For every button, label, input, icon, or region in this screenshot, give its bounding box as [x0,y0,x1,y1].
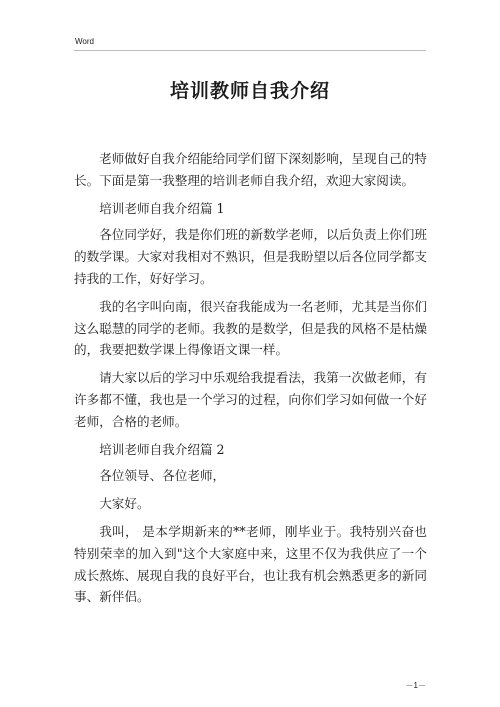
document-body [74,148,427,614]
paragraph: 大家好。 [99,496,150,512]
page-number: －1－ [405,681,426,690]
paragraph: 各位同学好，我是你们班的新数学老师，以后负责上你们班的数学课。大家对我相对不熟识，但是我盼望以后各位同学都支持我的工作，好好学习。 [74,227,427,286]
paragraph: 各位领导、各位老师， [99,468,226,484]
section-heading-2: 培训老师自我介绍篇 2 [99,441,225,457]
document-title: 培训教师自我介绍 [169,80,330,102]
section-heading-1: 培训老师自我介绍篇 1 [99,200,225,216]
paragraph: 我叫， 是本学期新来的**老师，刚毕业于。我特别兴奋也特别荣幸的加入到"这个大家庭中来，这里不仅为我供应了一个成长熬炼、展现自我的良好平台，也让我有机会熟悉更多的新同事、新伴侣。 [74,523,427,605]
app-label: Word [75,37,94,46]
paragraph: 请大家以后的学习中乐观给我提看法，我第一次做老师，有许多都不懂，我也是一个学习的过程，向你们学习如何做一个好老师，合格的老师。 [74,370,427,429]
intro-paragraph: 老师做好自我介绍能给同学们留下深刻影响，呈现自己的特长。下面是第一我整理的培训老师自我介绍，欢迎大家阅读。 [74,151,427,188]
header-divider [74,50,426,51]
paragraph: 我的名字叫向南，很兴奋我能成为一名老师，尤其是当你们这么聪慧的同学的老师。我教的是数学，但是我的风格不是枯燥的，我要把数学课上得像语文课一样。 [74,298,427,358]
